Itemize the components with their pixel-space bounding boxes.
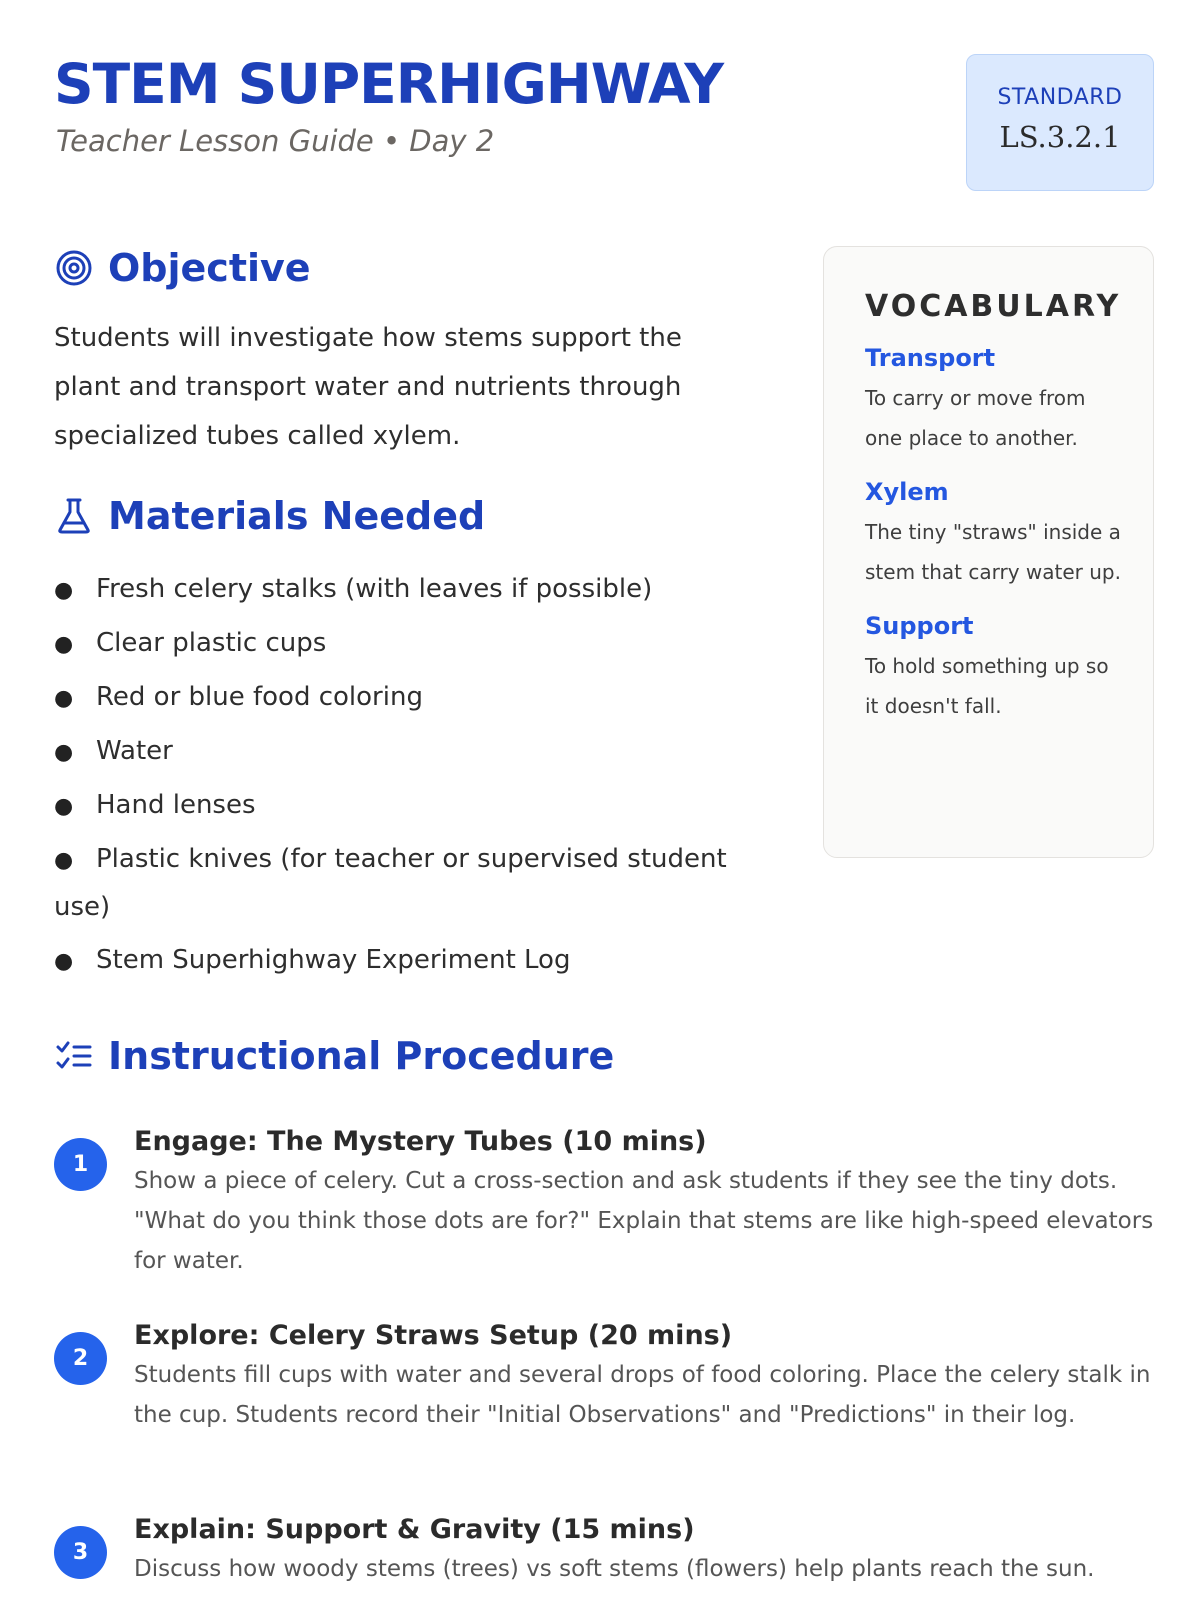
list-item: ● Water [54, 736, 173, 766]
procedure-heading-label: Instructional Procedure [108, 1034, 615, 1078]
step-number-badge: 3 [54, 1526, 107, 1579]
step-text: Students fill cups with water and several drops of food coloring. Place the celery stalk in the cup. Students record their "Initial Observations" and "Predictions" in their log. [134, 1362, 1151, 1428]
vocab-term: Support [865, 612, 974, 640]
beaker-icon [54, 496, 94, 536]
list-item: ● Fresh celery stalks (with leaves if possible) [54, 574, 653, 604]
standard-label: STANDARD [997, 85, 1123, 110]
objective-heading [54, 246, 311, 290]
target-icon [54, 248, 94, 288]
list-item-text: Hand lenses [96, 790, 256, 820]
step-body [134, 1514, 1164, 1589]
list-item: ● Red or blue food coloring [54, 682, 423, 712]
list-item-text: Stem Superhighway Experiment Log [96, 945, 571, 975]
step-body [134, 1320, 1164, 1435]
list-item-text: Clear plastic cups [96, 628, 327, 658]
step-title: Explore: Celery Straws Setup (20 mins) [134, 1320, 733, 1351]
list-item: ● Stem Superhighway Experiment Log [54, 945, 571, 975]
vocab-definition: To hold something up so it doesn't fall. [865, 654, 1109, 718]
list-item-text: Red or blue food coloring [96, 682, 423, 712]
vocab-definition: To carry or move from one place to another. [865, 386, 1086, 450]
procedure-step [54, 1320, 1164, 1435]
vocab-entry [865, 612, 1153, 726]
objective-heading-label: Objective [108, 246, 311, 290]
step-title: Engage: The Mystery Tubes (10 mins) [134, 1126, 707, 1157]
vocab-term: Transport [865, 344, 996, 372]
list-item: ● Hand lenses [54, 790, 256, 820]
procedure-step [54, 1514, 1164, 1589]
materials-heading-label: Materials Needed [108, 494, 486, 538]
step-number-badge: 2 [54, 1332, 107, 1385]
step-text: Show a piece of celery. Cut a cross-section and ask students if they see the tiny dots. "What do you think those dots are for?" Explain that stems are like high-speed elevators for water. [134, 1168, 1154, 1274]
standard-value: LS.3.2.1 [999, 120, 1121, 154]
step-text: Discuss how woody stems (trees) vs soft stems (flowers) help plants reach the sun. [134, 1556, 1095, 1582]
vocabulary-title: VOCABULARY [865, 289, 1122, 324]
page-subtitle: Teacher Lesson Guide • Day 2 [56, 124, 495, 158]
objective-text: Students will investigate how stems support the plant and transport water and nutrients through specialized tubes called xylem. [54, 323, 682, 451]
procedure-heading [54, 1034, 614, 1078]
vocab-entry [865, 344, 1153, 458]
vocab-definition: The tiny "straws" inside a stem that carry water up. [865, 520, 1121, 584]
materials-heading [54, 494, 485, 538]
procedure-step [54, 1126, 1164, 1281]
checklist-icon [54, 1036, 94, 1076]
materials-list [54, 566, 774, 991]
step-body [134, 1126, 1164, 1281]
step-title: Explain: Support & Gravity (15 mins) [134, 1514, 695, 1545]
standard-badge [966, 54, 1154, 191]
list-item-text: Plastic knives (for teacher or supervised student use) [54, 844, 727, 922]
vocabulary-card [823, 246, 1154, 858]
page-title: STEM SUPERHIGHWAY [54, 52, 724, 116]
vocab-entry [865, 478, 1153, 592]
list-item-text: Fresh celery stalks (with leaves if possible) [96, 574, 653, 604]
list-item-text: Water [96, 736, 173, 766]
vocab-term: Xylem [865, 478, 949, 506]
list-item: ● Plastic knives (for teacher or supervised student use) [54, 844, 727, 922]
step-number-badge: 1 [54, 1138, 107, 1191]
list-item: ● Clear plastic cups [54, 628, 327, 658]
